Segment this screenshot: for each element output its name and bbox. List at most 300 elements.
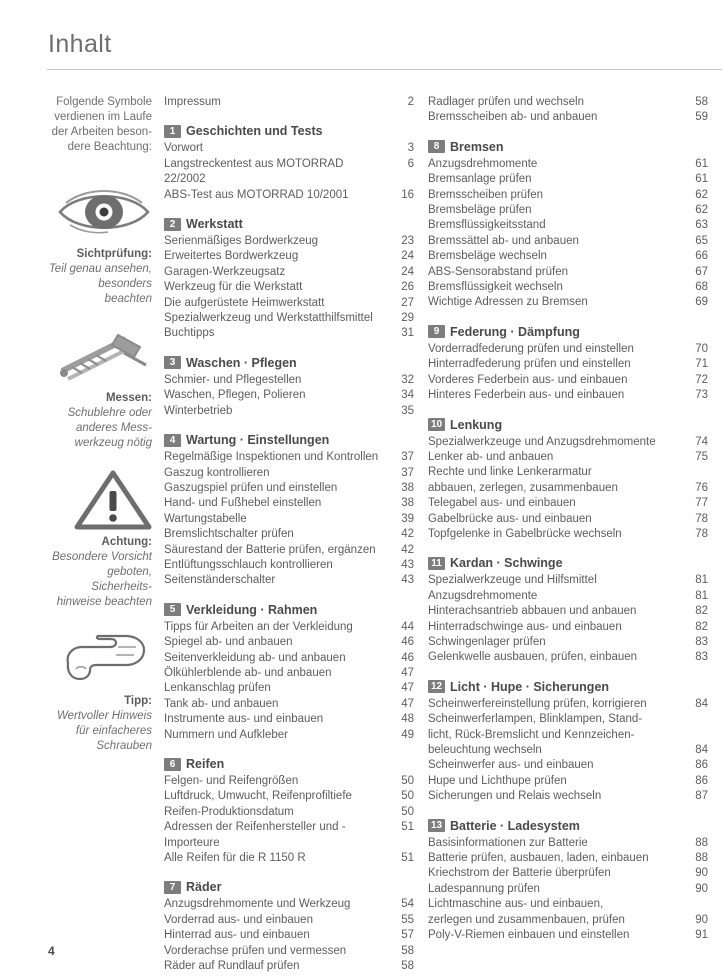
toc-entry[interactable] <box>164 280 414 295</box>
toc-chapter-heading[interactable] <box>164 356 414 370</box>
toc-entry-title: Hand- und Fußhebel einstellen <box>164 497 322 510</box>
toc-entry-page: 59 <box>695 111 708 124</box>
toc-entry-title: Winterbetrieb <box>164 404 233 417</box>
toc-entry-title: licht, Rück-Bremslicht und Kennzeichen- <box>428 728 635 741</box>
toc-entry-title: Bremsscheiben prüfen <box>428 188 544 201</box>
chapter-title: Bremsen <box>450 139 504 154</box>
toc-entry-page: 29 <box>401 312 414 325</box>
toc-entry[interactable] <box>164 681 414 696</box>
toc-entry-title: Spezialwerkzeug und Werkstatthilfsmittel <box>164 312 373 325</box>
toc-entry-page: 78 <box>695 527 708 540</box>
toc-entry[interactable] <box>164 249 414 264</box>
toc-entry-title: Hinterradfederung prüfen und einstellen <box>428 358 631 371</box>
toc-entry[interactable] <box>164 188 414 203</box>
toc-entry-page: 73 <box>695 389 708 402</box>
toc-entry-title: Rechte und linke Lenkerarmatur <box>428 466 592 479</box>
toc-entry-title: Basisinformationen zur Batterie <box>428 836 588 849</box>
toc-entry-title: Reifen-Produktionsdatum <box>164 805 294 818</box>
toc-entry[interactable] <box>428 249 708 264</box>
toc-entry[interactable] <box>164 512 414 527</box>
toc-entry-title: Scheinwerferlampen, Blinklampen, Stand- <box>428 713 643 726</box>
symbol-desc: Besondere Vorsicht geboten, Sicherheits-hinweise beachten <box>52 551 152 608</box>
toc-chapter-heading[interactable] <box>164 880 414 894</box>
chapter-number-badge: 1 <box>164 125 181 138</box>
toc-entry[interactable] <box>428 280 708 295</box>
toc-entry-page: 71 <box>695 358 708 371</box>
toc-entry[interactable] <box>164 697 414 712</box>
toc-entry[interactable] <box>164 326 414 341</box>
chapter-title: Licht · Hupe · Sicherungen <box>450 679 610 694</box>
toc-entry-page: 49 <box>401 728 414 741</box>
chapter-title: Reifen <box>186 757 225 771</box>
symbol-item-sichtpruefung <box>48 181 152 307</box>
toc-entry-page: 66 <box>695 250 708 263</box>
toc-entry-title: Garagen-Werkzeugsatz <box>164 265 286 278</box>
toc-entry-title: Telegabel aus- und einbauen <box>428 497 576 510</box>
toc-entry-title: Bremsflüssigkeitsstand <box>428 219 546 232</box>
toc-entry[interactable] <box>428 928 708 943</box>
toc-entry[interactable] <box>428 373 708 388</box>
toc-chapter-heading[interactable] <box>164 603 414 617</box>
toc-entry[interactable] <box>428 203 708 218</box>
toc-entry[interactable] <box>164 496 414 511</box>
toc-chapter-heading[interactable] <box>428 819 708 833</box>
toc-entry[interactable] <box>428 218 708 233</box>
symbol-title: Tipp: <box>124 695 152 707</box>
toc-entry-page: 82 <box>695 605 708 618</box>
toc-entry-title: Impressum <box>164 96 221 108</box>
toc-entry-title: Serienmäßiges Bordwerkzeug <box>164 235 319 248</box>
symbol-desc: Schublehre oder anderes Mess-werkzeug nötig <box>67 407 152 449</box>
toc-entry[interactable] <box>428 435 708 450</box>
toc-entry-page: 88 <box>695 852 708 865</box>
toc-entry-page: 46 <box>401 651 414 664</box>
toc-entry-title: Schmier- und Pflegestellen <box>164 373 302 386</box>
symbol-title: Messen: <box>105 392 152 404</box>
toc-entry-page: 43 <box>401 574 414 587</box>
toc-entry-title: abbauen, zerlegen, zusammenbauen <box>428 481 618 494</box>
toc-entry-page: 90 <box>695 882 708 895</box>
toc-entry[interactable] <box>164 450 414 465</box>
toc-entry-title: Vorderachse prüfen und vermessen <box>164 944 347 957</box>
toc-entry-page: 39 <box>401 512 414 525</box>
toc-entry-title: Anzugsdrehmomente <box>428 589 538 602</box>
toc-entry[interactable] <box>428 913 708 928</box>
toc-entry[interactable] <box>164 573 414 588</box>
toc-entry-title: Radlager prüfen und wechseln <box>428 96 584 108</box>
toc-entry-title: Luftdruck, Umwucht, Reifenprofiltiefe <box>164 790 352 803</box>
toc-entry-page: 3 <box>407 142 414 155</box>
toc-entry-page: 48 <box>401 713 414 726</box>
toc-entry[interactable] <box>428 188 708 203</box>
toc-entry-page: 38 <box>401 497 414 510</box>
toc-entry-page: 82 <box>695 620 708 633</box>
toc-entry-page: 26 <box>401 281 414 294</box>
chapter-number-badge: 10 <box>428 418 445 431</box>
toc-entry-page: 37 <box>401 466 414 479</box>
page-header <box>48 30 688 70</box>
toc-entry-title: beleuchtung wechseln <box>428 744 542 756</box>
toc-entry[interactable] <box>164 558 414 573</box>
toc-entry-title: Langstreckentest aus MOTORRAD 22/2002 <box>164 157 344 186</box>
toc-entry-title: Lenkanschlag prüfen <box>164 682 271 695</box>
toc-entry-page: 62 <box>695 188 708 201</box>
chapter-number-badge: 13 <box>428 819 445 832</box>
toc-entry-page: 6 <box>407 157 414 170</box>
chapter-title: Wartung · Einstellungen <box>186 433 330 448</box>
toc-entry[interactable] <box>428 265 708 280</box>
toc-entry-page: 47 <box>401 666 414 679</box>
toc-entry-page: 63 <box>695 219 708 232</box>
toc-entry-page: 31 <box>401 327 414 340</box>
toc-entry[interactable] <box>164 404 414 419</box>
toc-entry[interactable] <box>428 450 708 465</box>
toc-entry[interactable] <box>164 928 414 943</box>
toc-entry-page: 76 <box>695 481 708 494</box>
toc-entry-page: 42 <box>401 543 414 556</box>
toc-entry[interactable] <box>428 172 708 187</box>
toc-entry[interactable] <box>164 95 414 110</box>
toc-entry[interactable] <box>428 496 708 511</box>
toc-entry-title: Seitenständerschalter <box>164 574 276 587</box>
eye-icon <box>48 181 152 243</box>
toc-entry-page: 47 <box>401 682 414 695</box>
toc-entry-title: Sicherungen und Relais wechseln <box>428 790 602 803</box>
toc-entry-title: ABS-Test aus MOTORRAD 10/2001 <box>164 188 349 201</box>
toc-entry-title: Alle Reifen für die R 1150 R <box>164 852 306 865</box>
toc-entry-page: 70 <box>695 342 708 355</box>
chapter-number-badge: 6 <box>164 758 181 771</box>
toc-entry[interactable] <box>164 543 414 558</box>
toc-chapter-heading[interactable] <box>428 325 708 339</box>
toc-entry-page: 86 <box>695 759 708 772</box>
toc-entry[interactable] <box>428 836 708 851</box>
toc-chapter-heading[interactable] <box>164 124 414 138</box>
toc-entry[interactable] <box>164 296 414 311</box>
chapter-number-badge: 12 <box>428 680 445 693</box>
toc-entry-page: 68 <box>695 281 708 294</box>
toc-entry[interactable] <box>164 728 414 743</box>
toc-entry[interactable] <box>164 805 414 820</box>
toc-entry-title: Ladespannung prüfen <box>428 882 540 895</box>
chapter-title: Kardan · Schwinge <box>450 556 563 571</box>
toc-entry[interactable] <box>428 388 708 403</box>
toc-entry-page: 50 <box>401 790 414 803</box>
toc-entry-page: 72 <box>695 373 708 386</box>
toc-entry-title: Kriechstrom der Batterie überprüfen <box>428 867 611 880</box>
toc-entry-page: 51 <box>401 821 414 834</box>
toc-entry-page: 62 <box>695 204 708 217</box>
symbol-desc: Wertvoller Hinweis für einfacheres Schrauben <box>56 710 152 752</box>
toc-entry-page: 38 <box>401 481 414 494</box>
toc-entry-page: 83 <box>695 635 708 648</box>
toc-entry-page: 24 <box>401 265 414 278</box>
toc-entry[interactable] <box>164 635 414 650</box>
toc-entry-title: Spezialwerkzeuge und Hilfsmittel <box>428 574 597 587</box>
chapter-number-badge: 11 <box>428 557 445 570</box>
toc-entry-page: 65 <box>695 234 708 247</box>
toc-entry-title: Bremsscheiben ab- und anbauen <box>428 111 598 124</box>
toc-entry[interactable] <box>428 650 708 665</box>
toc-entry-title: Wartungstabelle <box>164 512 247 525</box>
toc-entry[interactable] <box>164 774 414 789</box>
toc-entry-title: Batterie prüfen, ausbauen, laden, einbauen <box>428 852 649 865</box>
toc-entry[interactable] <box>164 481 414 496</box>
toc-entry[interactable] <box>428 604 708 619</box>
toc-entry[interactable] <box>428 774 708 789</box>
toc-entry[interactable] <box>164 651 414 666</box>
toc-entry-title: Gabelbrücke aus- und einbauen <box>428 512 592 525</box>
symbol-item-messen <box>48 325 152 451</box>
toc-entry-title: Topfgelenke in Gabelbrücke wechseln <box>428 527 622 540</box>
toc-entry[interactable] <box>428 512 708 527</box>
toc-entry[interactable] <box>428 635 708 650</box>
toc-column-right <box>428 95 708 974</box>
toc-entry[interactable] <box>428 758 708 773</box>
toc-entry[interactable] <box>428 234 708 249</box>
toc-entry-title: Spezialwerkzeuge und Anzugsdrehmomente <box>428 435 656 448</box>
toc-entry[interactable] <box>428 882 708 897</box>
toc-entry-page: 86 <box>695 774 708 787</box>
toc-entry-page: 42 <box>401 528 414 541</box>
toc-entry-title: Hinteres Federbein aus- und einbauen <box>428 389 625 402</box>
toc-entry[interactable] <box>164 466 414 481</box>
toc-entry-page: 87 <box>695 790 708 803</box>
toc-entry-title: Gaszugspiel prüfen und einstellen <box>164 481 338 494</box>
toc-entry-title: Vorderradfederung prüfen und einstellen <box>428 342 634 355</box>
toc-entry-title: Gelenkwelle ausbauen, prüfen, einbauen <box>428 651 638 664</box>
toc-entry-title: Nummern und Aufkleber <box>164 728 289 741</box>
symbol-item-tipp <box>48 628 152 754</box>
toc-entry[interactable] <box>428 295 708 310</box>
toc-entry-page: 61 <box>695 173 708 186</box>
toc-entry-page: 61 <box>695 157 708 170</box>
toc-entry-page: 50 <box>401 805 414 818</box>
toc-entry-title: Tank ab- und anbauen <box>164 697 279 710</box>
toc-entry-page: 34 <box>401 389 414 402</box>
toc-entry[interactable] <box>428 897 708 912</box>
toc-entry-title: Regelmäßige Inspektionen und Kontrollen <box>164 451 379 464</box>
toc-entry[interactable] <box>164 820 414 851</box>
content-area <box>48 95 708 974</box>
toc-entry-page: 44 <box>401 620 414 633</box>
toc-chapter-heading[interactable] <box>164 217 414 231</box>
toc-entry-title: Bremsanlage prüfen <box>428 173 532 186</box>
toc-entry-title: Tipps für Arbeiten an der Verkleidung <box>164 620 353 633</box>
toc-entry-page: 84 <box>695 697 708 710</box>
toc-entry[interactable] <box>428 95 708 110</box>
chapter-number-badge: 3 <box>164 356 181 369</box>
toc-entry[interactable] <box>428 342 708 357</box>
toc-chapter-heading[interactable] <box>428 140 708 154</box>
toc-entry-page: 84 <box>695 744 708 756</box>
toc-entry-page: 47 <box>401 697 414 710</box>
toc-entry-title: Bremslichtschalter prüfen <box>164 528 294 541</box>
toc-column-left <box>164 95 428 974</box>
toc-entry-page: 90 <box>695 867 708 880</box>
caliper-icon <box>48 325 152 387</box>
toc-entry-page: 91 <box>695 929 708 942</box>
chapter-title: Federung · Dämpfung <box>450 324 580 339</box>
toc-entry-page: 88 <box>695 836 708 849</box>
toc-entry-title: Waschen, Pflegen, Polieren <box>164 389 306 402</box>
toc-entry-title: Adressen der Reifenhersteller und -Importeure <box>164 821 346 849</box>
toc-entry[interactable] <box>164 373 414 388</box>
toc-entry-page: 35 <box>401 404 414 417</box>
chapter-title: Verkleidung · Rahmen <box>186 602 318 617</box>
toc-entry-page: 67 <box>695 265 708 278</box>
toc-entry[interactable] <box>164 959 414 974</box>
toc-entry-page: 58 <box>401 944 414 957</box>
toc-entry-page: 24 <box>401 250 414 263</box>
pointing-hand-icon <box>48 628 152 690</box>
symbol-title: Sichtprüfung: <box>76 248 152 260</box>
toc-chapter-heading[interactable] <box>428 680 708 694</box>
toc-entry-page: 81 <box>695 574 708 587</box>
toc-entry-page: 58 <box>401 960 414 973</box>
symbol-title: Achtung: <box>101 536 152 548</box>
toc-entry-title: Erweitertes Bordwerkzeug <box>164 250 299 263</box>
toc-entry-title: Anzugsdrehmomente und Werkzeug <box>164 898 351 911</box>
toc-chapter-heading[interactable] <box>164 757 414 771</box>
toc-entry-title: Hinterradschwinge aus- und einbauen <box>428 620 622 633</box>
toc-chapter-heading[interactable] <box>164 433 414 447</box>
chapter-number-badge: 9 <box>428 325 445 338</box>
chapter-title: Batterie · Ladesystem <box>450 818 580 833</box>
toc-entry[interactable] <box>164 620 414 635</box>
toc-entry[interactable] <box>428 465 708 480</box>
toc-entry-title: Seitenverkleidung ab- und anbauen <box>164 651 346 664</box>
toc-entry-title: Säurestand der Batterie prüfen, ergänzen <box>164 543 376 556</box>
toc-entry[interactable] <box>164 388 414 403</box>
toc-chapter-heading[interactable] <box>428 418 708 432</box>
toc-entry-page: 78 <box>695 512 708 525</box>
toc-entry[interactable] <box>428 712 708 727</box>
toc-entry-page: 37 <box>401 451 414 464</box>
toc-entry-page: 50 <box>401 775 414 787</box>
toc-entry-title: Bremsflüssigkeit wechseln <box>428 281 563 294</box>
toc-entry-page: 69 <box>695 296 708 309</box>
toc-entry[interactable] <box>428 743 708 758</box>
toc-entry[interactable] <box>428 620 708 635</box>
symbol-legend-intro: Folgende Symbole verdienen im Laufe der Arbeiten beson-dere Beachtung: <box>51 96 152 153</box>
toc-entry-title: Wichtige Adressen zu Bremsen <box>428 296 588 309</box>
toc-entry-title: Lenker ab- und anbauen <box>428 450 554 463</box>
chapter-title: Räder <box>186 880 222 895</box>
toc-entry[interactable] <box>164 265 414 280</box>
toc-entry[interactable] <box>428 157 708 172</box>
toc-entry-page: 77 <box>695 497 708 510</box>
toc-entry-title: Entlüftungsschlauch kontrollieren <box>164 558 333 571</box>
chapter-title: Waschen · Pflegen <box>186 355 297 370</box>
toc-entry-page: 54 <box>401 898 414 911</box>
toc-entry-title: Poly-V-Riemen einbauen und einstellen <box>428 929 630 942</box>
toc-entry-page: 2 <box>407 96 414 108</box>
chapter-title: Geschichten und Tests <box>186 124 323 139</box>
toc-entry-page: 74 <box>695 435 708 448</box>
toc-entry[interactable] <box>164 234 414 249</box>
symbol-desc: Teil genau ansehen, besonders beachten <box>48 263 152 305</box>
toc-entry-title: Werkzeug für die Werkstatt <box>164 281 303 294</box>
toc-entry-title: Hinterrad aus- und einbauen <box>164 929 310 942</box>
toc-entry-page: 23 <box>401 235 414 248</box>
toc-entry[interactable] <box>164 666 414 681</box>
toc-entry[interactable] <box>428 851 708 866</box>
toc-entry[interactable] <box>428 789 708 804</box>
page-number: 4 <box>48 944 55 958</box>
chapter-number-badge: 4 <box>164 434 181 447</box>
header-divider <box>47 69 722 70</box>
toc-entry-title: Scheinwerfer aus- und einbauen <box>428 759 594 772</box>
toc-entry-page: 57 <box>401 929 414 942</box>
toc-entry[interactable] <box>164 527 414 542</box>
toc-entry-page: 32 <box>401 373 414 386</box>
page-title: Inhalt <box>48 30 112 58</box>
toc-entry-page: 83 <box>695 651 708 664</box>
toc-entry-title: zerlegen und zusammenbauen, prüfen <box>428 913 625 926</box>
symbol-legend-column <box>48 95 164 974</box>
toc-entry-title: Vorderrad aus- und einbauen <box>164 913 313 926</box>
toc-entry[interactable] <box>428 866 708 881</box>
toc-entry-title: Hinterachsantrieb abbauen und anbauen <box>428 605 637 618</box>
toc-entry[interactable] <box>164 789 414 804</box>
toc-entry-page: 55 <box>401 913 414 926</box>
toc-entry-title: Scheinwerfereinstellung prüfen, korrigieren <box>428 697 647 710</box>
toc-entry[interactable] <box>428 589 708 604</box>
toc-entry-title: Räder auf Rundlauf prüfen <box>164 960 300 973</box>
toc-entry-title: Buchtipps <box>164 327 215 340</box>
toc-entry-title: Instrumente aus- und einbauen <box>164 713 324 726</box>
toc-entry[interactable] <box>428 573 708 588</box>
toc-entry-title: Vorderes Federbein aus- und einbauen <box>428 373 628 386</box>
toc-entry-title: Bremsbeläge prüfen <box>428 204 532 217</box>
symbol-item-achtung <box>48 469 152 610</box>
chapter-number-badge: 8 <box>428 140 445 153</box>
toc-entry[interactable] <box>164 851 414 866</box>
toc-chapter-heading[interactable] <box>428 556 708 570</box>
toc-entry-title: Felgen- und Reifengrößen <box>164 775 299 787</box>
toc-entry[interactable] <box>428 728 708 743</box>
toc-entry[interactable] <box>164 311 414 326</box>
warning-triangle-icon <box>48 469 152 531</box>
toc-entry[interactable] <box>164 712 414 727</box>
chapter-title: Werkstatt <box>186 217 243 232</box>
toc-entry[interactable] <box>164 913 414 928</box>
toc-entry-page: 43 <box>401 558 414 571</box>
chapter-title: Lenkung <box>450 417 503 432</box>
toc-entry-page: 90 <box>695 913 708 926</box>
toc-entry[interactable] <box>428 357 708 372</box>
toc-entry[interactable] <box>428 481 708 496</box>
toc-entry-title: Spiegel ab- und anbauen <box>164 636 293 649</box>
toc-entry-title: Die aufgerüstete Heimwerkstatt <box>164 296 325 309</box>
toc-entry-title: Hupe und Lichthupe prüfen <box>428 774 567 787</box>
toc-entry-page: 58 <box>695 96 708 108</box>
toc-entry-title: Gaszug kontrollieren <box>164 466 270 479</box>
toc-entry-title: Bremssättel ab- und anbauen <box>428 234 579 247</box>
toc-entry[interactable] <box>164 897 414 912</box>
toc-entry[interactable] <box>164 157 414 188</box>
toc-entry[interactable] <box>428 697 708 712</box>
chapter-number-badge: 2 <box>164 218 181 231</box>
chapter-number-badge: 5 <box>164 603 181 616</box>
toc-entry[interactable] <box>428 110 708 125</box>
toc-entry-title: Anzugsdrehmomente <box>428 157 538 170</box>
toc-entry-title: ABS-Sensorabstand prüfen <box>428 265 569 278</box>
toc-entry[interactable] <box>164 141 414 156</box>
toc-entry[interactable] <box>164 944 414 959</box>
toc-entry[interactable] <box>428 527 708 542</box>
